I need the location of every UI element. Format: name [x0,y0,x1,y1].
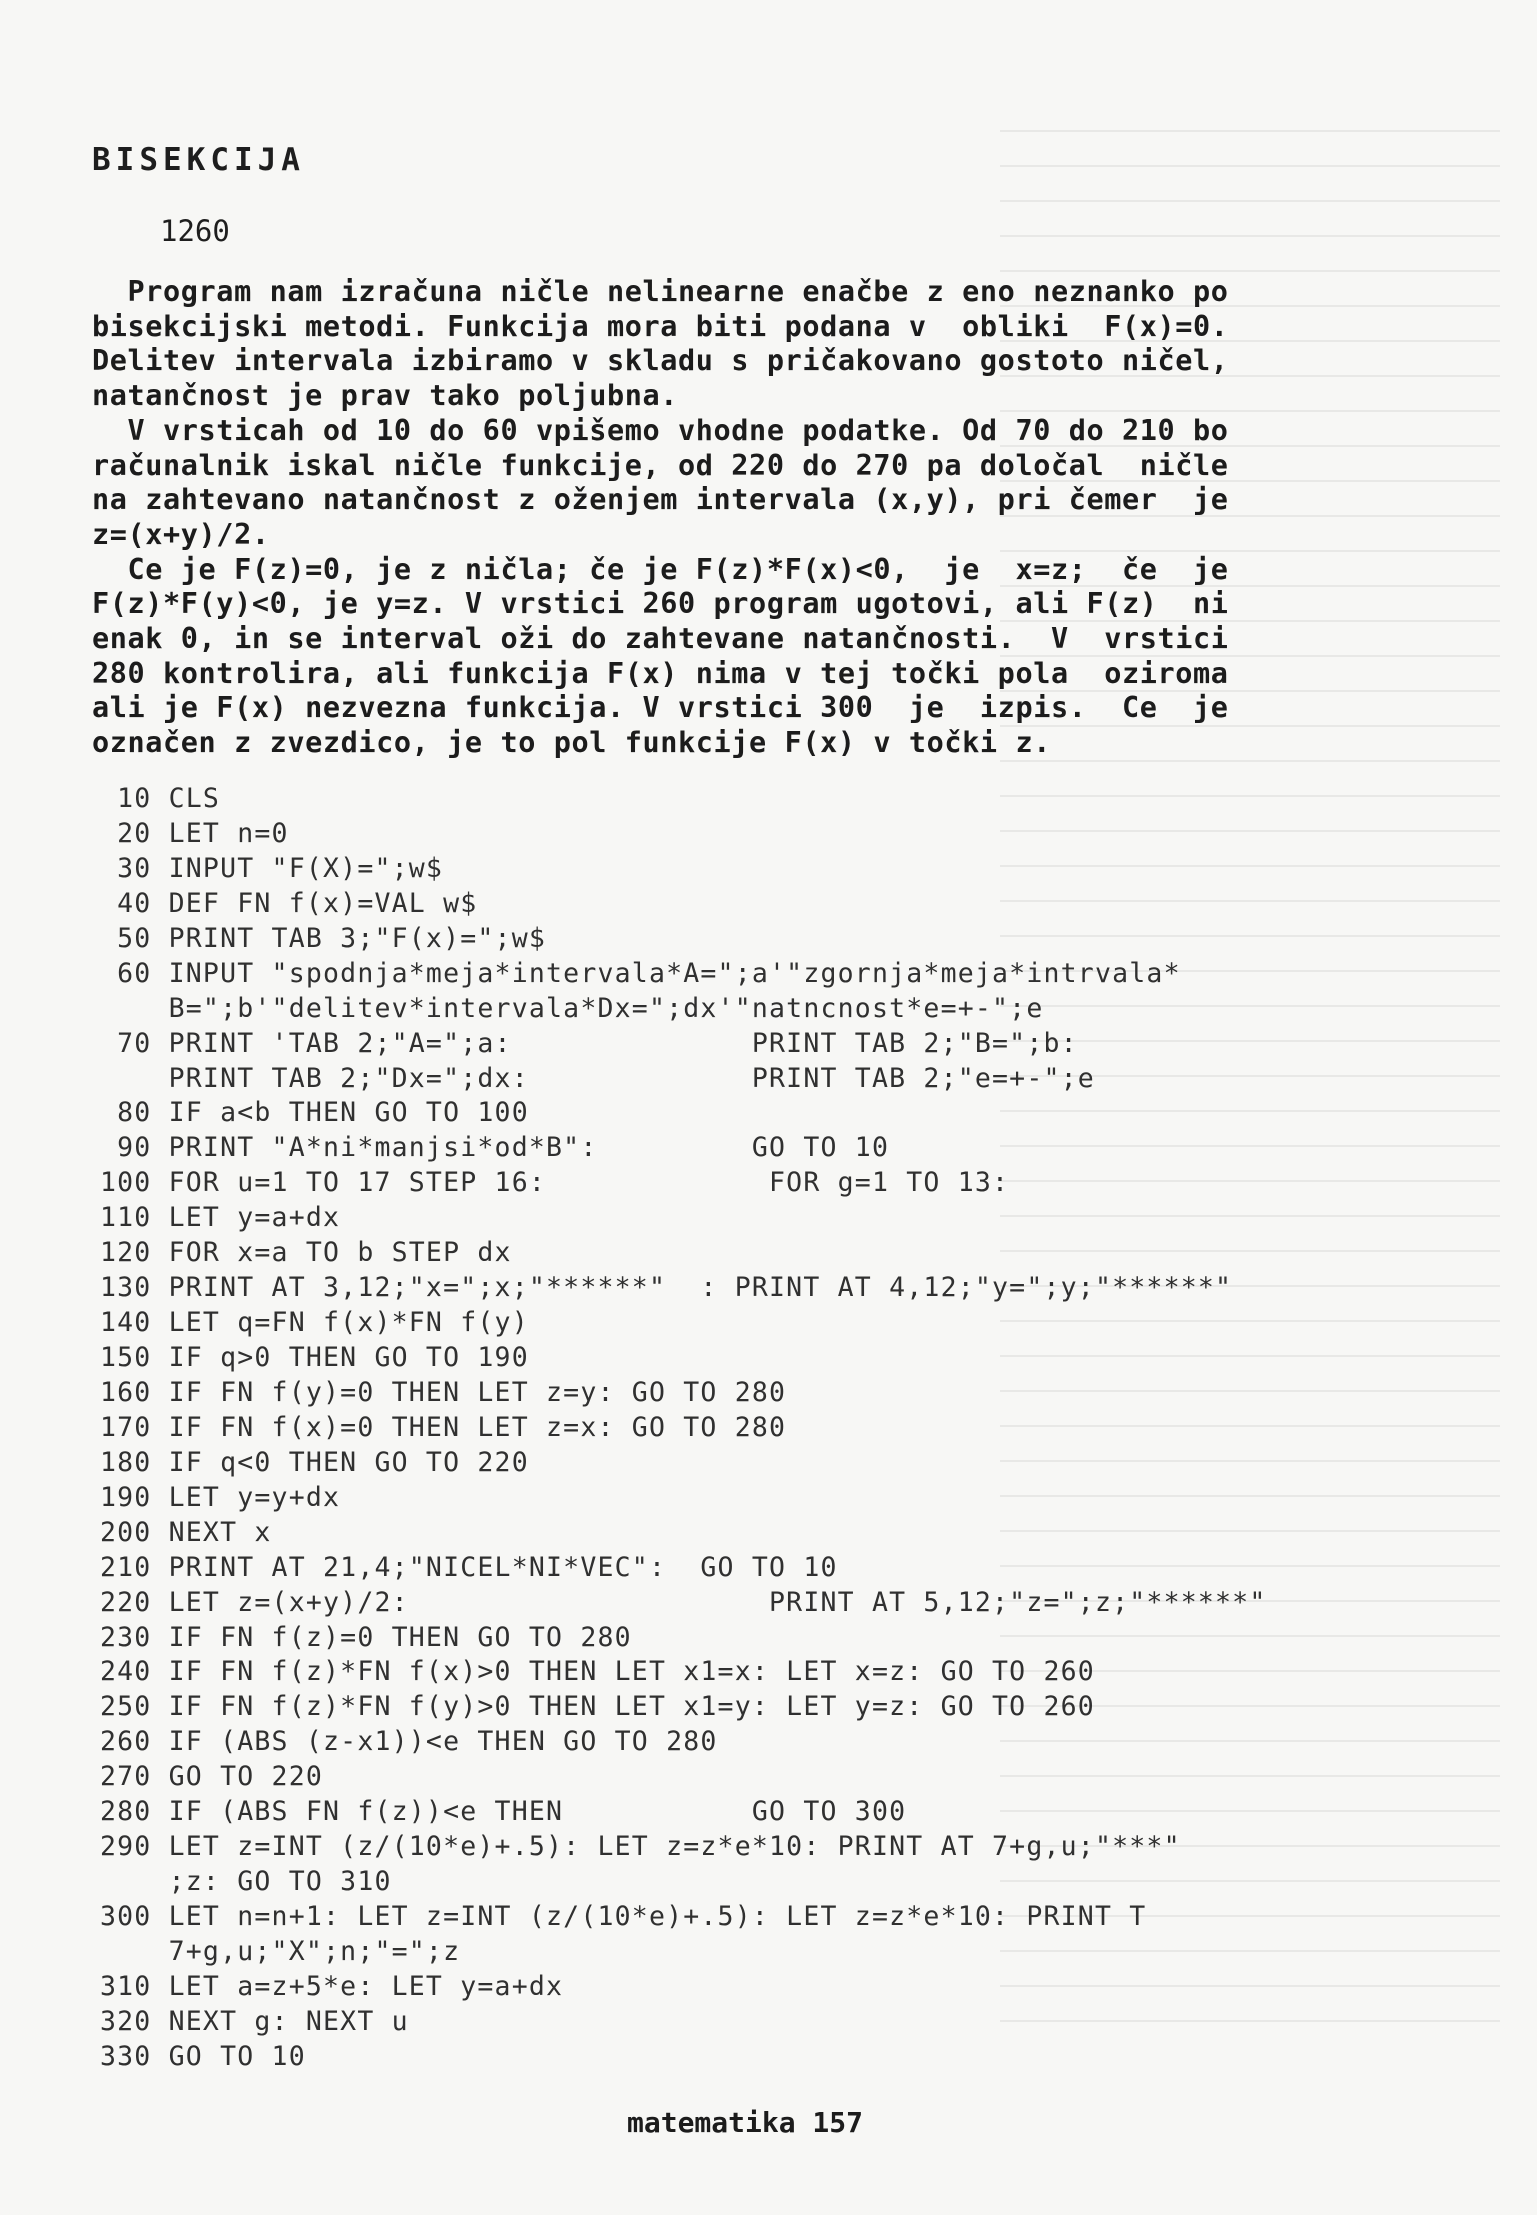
code-line: 220 LET z=(x+y)/2: PRINT AT 5,12;"z=";z;"******" [100,1586,1267,1618]
code-line: 330 GO TO 10 [100,2040,306,2072]
code-line: 250 IF FN f(z)*FN f(y)>0 THEN LET x1=y: LET y=z: GO TO 260 [100,1691,1095,1723]
code-line: ;z: GO TO 310 [100,1866,392,1898]
code-line: 200 NEXT x [100,1516,272,1548]
code-line: 260 IF (ABS (z-x1))<e THEN GO TO 280 [100,1726,718,1758]
description-line: natančnost je prav tako poljubna. [92,379,679,413]
code-line: 110 LET y=a+dx [100,1202,341,1234]
code-line: 180 IF q<0 THEN GO TO 220 [100,1446,529,1478]
description-line: Ce je F(z)=0, je z ničla; če je F(z)*F(x)<0, je x=z; če je [92,552,1229,586]
code-line: 30 INPUT "F(X)=";w$ [100,852,444,884]
code-line: 310 LET a=z+5*e: LET y=a+dx [100,1970,564,2002]
description-line: enak 0, in se interval oži do zahtevane natančnosti. V vrstici [92,622,1229,656]
description-line: računalnik iskal ničle funkcije, od 220 do 270 pa določal ničle [92,448,1229,482]
code-line: B=";b'"delitev*intervala*Dx=";dx'"natncnost*e=+-";e [100,992,1044,1024]
program-number: 1260 [160,214,230,248]
code-line: 100 FOR u=1 TO 17 STEP 16: FOR g=1 TO 13: [100,1167,1010,1199]
code-line: 40 DEF FN f(x)=VAL w$ [100,887,478,919]
description-line: Program nam izračuna ničle nelinearne enačbe z eno neznanko po [92,275,1229,308]
description-line: F(z)*F(y)<0, je y=z. V vrstici 260 program ugotovi, ali F(z) ni [92,587,1229,621]
code-line: 240 IF FN f(z)*FN f(x)>0 THEN LET x1=x: LET x=z: GO TO 260 [100,1656,1095,1688]
code-line: 160 IF FN f(y)=0 THEN LET z=y: GO TO 280 [100,1376,787,1408]
code-line: 320 NEXT g: NEXT u [100,2005,409,2037]
code-line: 150 IF q>0 THEN GO TO 190 [100,1342,529,1373]
code-line: 50 PRINT TAB 3;"F(x)=";w$ [100,922,547,954]
description-line: na zahtevano natančnost z oženjem intervala (x,y), pri čemer je [92,483,1229,517]
description-line: z=(x+y)/2. [92,517,270,551]
page-title: BISEKCIJA [92,142,305,178]
code-line: 290 LET z=INT (z/(10*e)+.5): LET z=z*e*10: PRINT AT 7+g,u;"***" [100,1831,1181,1863]
description-line: V vrsticah od 10 do 60 vpišemo vhodne podatke. Od 70 do 210 bo [92,413,1229,447]
description-line: 280 kontrolira, ali funkcija F(x) nima v tej točki pola oziroma [92,656,1229,690]
description-line: bisekcijski metodi. Funkcija mora biti podana v obliki F(x)=0. [92,309,1229,343]
code-line: 10 CLS [100,783,221,814]
code-line: 90 PRINT "A*ni*manjsi*od*B": GO TO 10 [100,1132,890,1164]
description [92,275,1442,761]
code-line: 230 IF FN f(z)=0 THEN GO TO 280 [100,1621,632,1653]
code-line: 140 LET q=FN f(x)*FN f(y) [100,1307,529,1339]
code-line: 7+g,u;"X";n;"=";z [100,1935,461,1967]
code-line: 70 PRINT 'TAB 2;"A=";a: PRINT TAB 2;"B=";b: [100,1027,1078,1059]
description-line: Delitev intervala izbiramo v skladu s pričakovano gostoto ničel, [92,344,1229,378]
code-line: 20 LET n=0 [100,817,289,849]
code-line: 300 LET n=n+1: LET z=INT (z/(10*e)+.5): LET z=z*e*10: PRINT T [100,1901,1147,1932]
description-line: ali je F(x) nezvezna funkcija. V vrstici 300 je izpis. Ce je [92,691,1229,725]
code-line: 170 IF FN f(x)=0 THEN LET z=x: GO TO 280 [100,1411,787,1443]
code-line: 210 PRINT AT 21,4;"NICEL*NI*VEC": GO TO 10 [100,1551,838,1583]
code-line: 280 IF (ABS FN f(z))<e THEN GO TO 300 [100,1796,907,1828]
code-line: 60 INPUT "spodnja*meja*intervala*A=";a'"zgornja*meja*intrvala* [100,957,1181,989]
description-line: označen z zvezdico, je to pol funkcije F(x) v točki z. [92,726,1051,760]
code-line: 120 FOR x=a TO b STEP dx [100,1237,512,1269]
code-line: PRINT TAB 2;"Dx=";dx: PRINT TAB 2;"e=+-";e [100,1062,1095,1094]
code-line: 270 GO TO 220 [100,1761,324,1793]
code-line: 80 IF a<b THEN GO TO 100 [100,1097,529,1129]
basic-listing [100,782,1500,2075]
code-line: 190 LET y=y+dx [100,1481,341,1513]
code-line: 130 PRINT AT 3,12;"x=";x;"******" : PRINT AT 4,12;"y=";y;"******" [100,1272,1233,1304]
page-footer: matematika 157 [627,2106,864,2139]
